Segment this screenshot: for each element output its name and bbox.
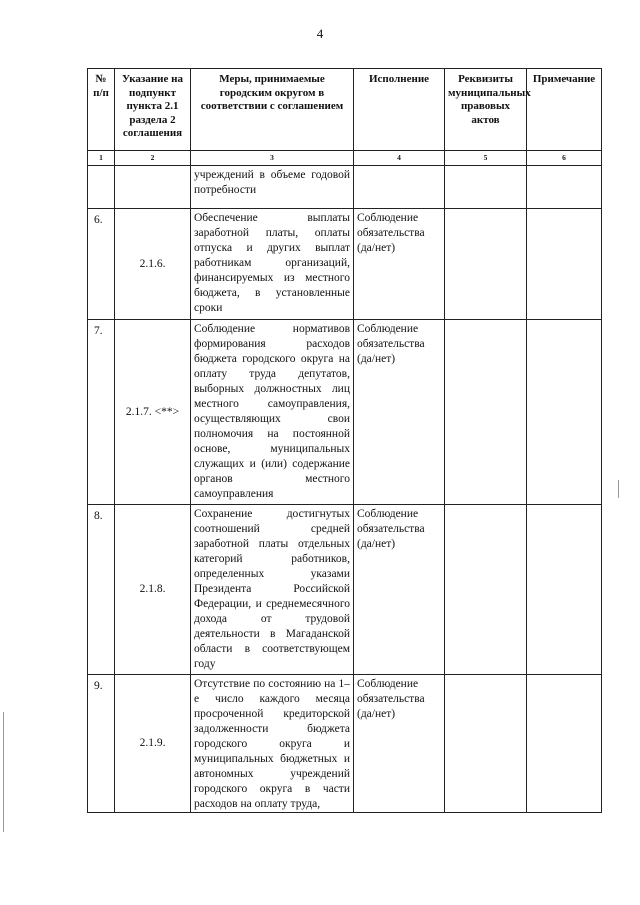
header-measures: Меры, принимаемые городским округом в соответствии с соглашением	[191, 69, 354, 151]
row-requisites	[445, 675, 527, 813]
header-execution: Исполнение	[354, 69, 445, 151]
col-index: 4	[354, 151, 445, 166]
page-number: 4	[316, 26, 324, 41]
row-requisites	[445, 166, 527, 209]
row-point: 2.1.9.	[115, 675, 191, 813]
row-measure: учреждений в объеме годовой потребности	[191, 166, 354, 209]
row-measure: Соблюдение нормативов формирования расходов бюджета городского округа на оплату труда депутатов, выборных должностных лиц местного самоуправления, осуществляющих свои полномочия на постоянной основе, муниципальных служащих и (или) содержание органов местного самоуправления	[191, 320, 354, 505]
margin-mark	[618, 480, 619, 498]
col-index: 3	[191, 151, 354, 166]
margin-mark	[3, 712, 4, 832]
table-row	[88, 166, 602, 209]
row-num: 6.	[88, 209, 115, 320]
row-measure: Обеспечение выплаты заработной платы, оплаты отпуска и других выплат работникам организаций, финансируемых из местного бюджета, в установленные сроки	[191, 209, 354, 320]
row-num: 7.	[88, 320, 115, 505]
row-measure: Сохранение достигнутых соотношений средней заработной платы отдельных категорий работников, определенных указами Президента Российской Федерации, и среднемесячного дохода от трудовой деятельности в Магаданской области в соответствующем году	[191, 505, 354, 675]
agreement-table	[87, 68, 602, 813]
header-num: № п/п	[88, 69, 115, 151]
row-point	[115, 166, 191, 209]
table-row	[88, 675, 602, 813]
col-index: 2	[115, 151, 191, 166]
row-measure: Отсутствие по состоянию на 1–е число каждого месяца просроченной кредиторской задолженности бюджета городского округа и муниципальных бюджетных и автономных учреждений городского округа в части расходов на оплату труда,	[191, 675, 354, 813]
table-row	[88, 209, 602, 320]
row-note	[527, 166, 602, 209]
row-execution: Соблюдение обязательства (да/нет)	[354, 505, 445, 675]
row-point: 2.1.7. <**>	[115, 320, 191, 505]
col-index: 6	[527, 151, 602, 166]
row-execution: Соблюдение обязательства (да/нет)	[354, 675, 445, 813]
row-note	[527, 320, 602, 505]
col-index: 5	[445, 151, 527, 166]
row-requisites	[445, 209, 527, 320]
header-point: Указание на подпункт пункта 2.1 раздела 2 соглашения	[115, 69, 191, 151]
row-requisites	[445, 320, 527, 505]
header-requisites: Реквизиты муниципальных правовых актов	[445, 69, 527, 151]
row-execution: Соблюдение обязательства (да/нет)	[354, 209, 445, 320]
row-note	[527, 209, 602, 320]
row-note	[527, 505, 602, 675]
row-point: 2.1.8.	[115, 505, 191, 675]
row-num: 8.	[88, 505, 115, 675]
column-index-row	[88, 151, 602, 166]
row-note	[527, 675, 602, 813]
table-row	[88, 320, 602, 505]
row-point: 2.1.6.	[115, 209, 191, 320]
header-row	[88, 69, 602, 151]
row-execution: Соблюдение обязательства (да/нет)	[354, 320, 445, 505]
col-index: 1	[88, 151, 115, 166]
row-execution	[354, 166, 445, 209]
table-row	[88, 505, 602, 675]
header-note: Примечание	[527, 69, 602, 151]
row-num: 9.	[88, 675, 115, 813]
row-requisites	[445, 505, 527, 675]
row-num	[88, 166, 115, 209]
